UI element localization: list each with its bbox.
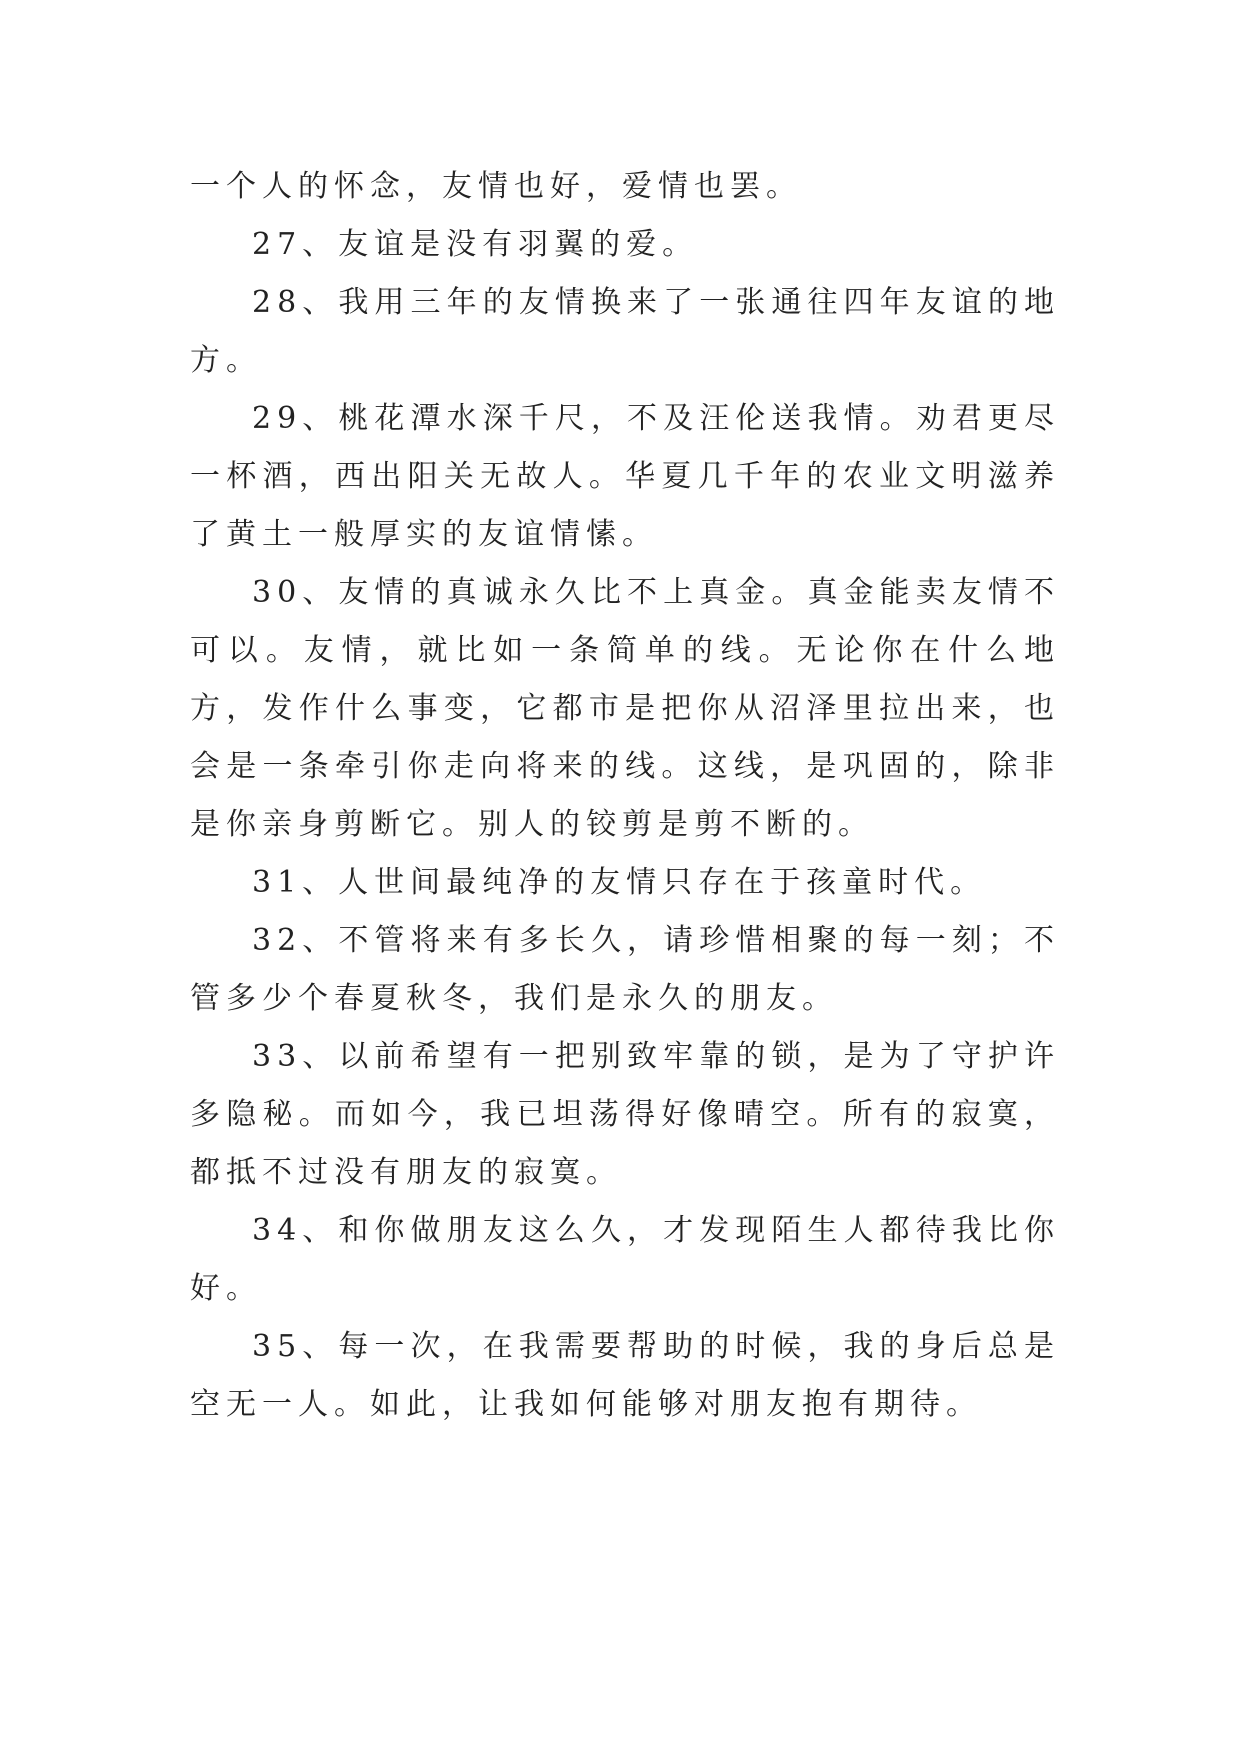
paragraph-30: 30、友情的真诚永久比不上真金。真金能卖友情不可以。友情，就比如一条简单的线。无论你在什么地方，发作什么事变，它都市是把你从沼泽里拉出来，也会是一条牵引你走向将来的线。这线，是巩固的，除非是你亲身剪断它。别人的铰剪是剪不断的。 (190, 575, 1060, 842)
paragraph-28: 28、我用三年的友情换来了一张通往四年友谊的地方。 (190, 285, 1060, 378)
document-body (190, 158, 1060, 1434)
paragraph-29: 29、桃花潭水深千尺，不及汪伦送我情。劝君更尽一杯酒，西出阳关无故人。华夏几千年的农业文明滋养了黄土一般厚实的友谊情愫。 (190, 401, 1060, 552)
paragraph-34: 34、和你做朋友这么久，才发现陌生人都待我比你好。 (190, 1213, 1060, 1306)
paragraph-33: 33、以前希望有一把别致牢靠的锁，是为了守护许多隐秘。而如今，我已坦荡得好像晴空。所有的寂寞，都抵不过没有朋友的寂寞。 (190, 1039, 1060, 1190)
paragraph-27: 27、友谊是没有羽翼的爱。 (252, 227, 699, 262)
paragraph-32: 32、不管将来有多长久，请珍惜相聚的每一刻；不管多少个春夏秋冬，我们是永久的朋友。 (190, 923, 1060, 1016)
paragraph-31: 31、人世间最纯净的友情只存在于孩童时代。 (252, 865, 987, 900)
paragraph-continuation: 一个人的怀念，友情也好，爱情也罢。 (190, 169, 802, 204)
paragraph-35: 35、每一次，在我需要帮助的时候，我的身后总是空无一人。如此，让我如何能够对朋友抱有期待。 (190, 1329, 1060, 1422)
